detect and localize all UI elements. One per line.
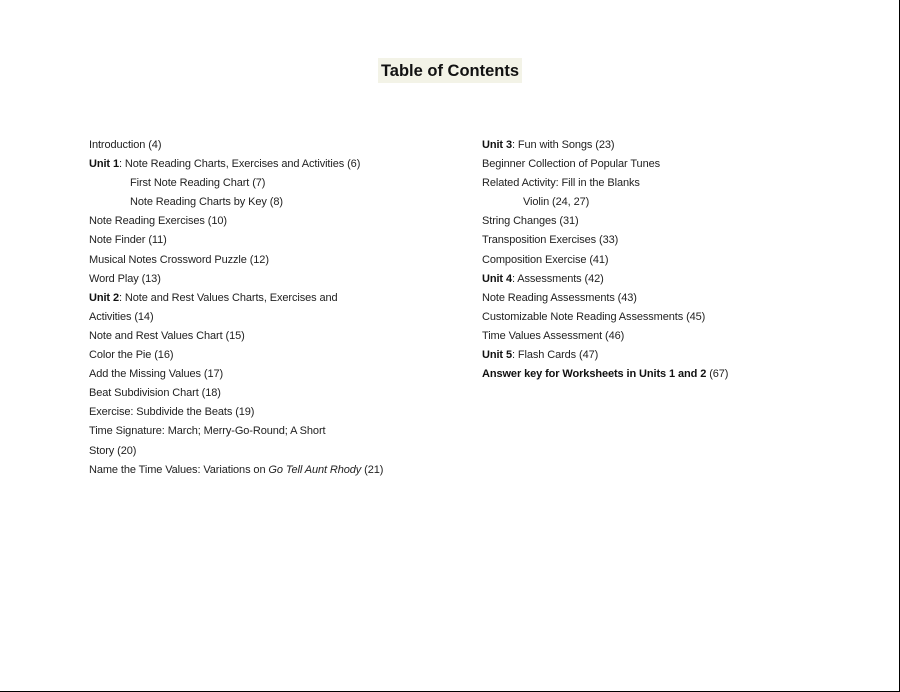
toc-entry-unit-5: Unit 5: Flash Cards (47) xyxy=(482,349,599,362)
toc-entry-introduction: Introduction (4) xyxy=(89,139,162,151)
page-title: Table of Contents xyxy=(378,58,522,83)
toc-entry-missing-values: Add the Missing Values (17) xyxy=(89,368,224,381)
toc-entry-word-play: Word Play (13) xyxy=(89,272,161,285)
toc-entry-note-finder: Note Finder (11) xyxy=(89,234,167,247)
toc-entry-rest-values-chart: Note and Rest Values Chart (15) xyxy=(89,329,245,342)
toc-entry-beat-subdivision: Beat Subdivision Chart (18) xyxy=(89,387,221,400)
toc-entry-color-pie: Color the Pie (16) xyxy=(89,349,174,362)
toc-entry-unit-2-cont: Activities (14) xyxy=(89,310,154,323)
unit-label: Unit 5 xyxy=(482,349,512,362)
toc-entry-note-reading-assessments: Note Reading Assessments (43) xyxy=(482,291,637,304)
toc-entry-customizable-assessments: Customizable Note Reading Assessments (45) xyxy=(482,310,706,323)
toc-entry-beginner-collection: Beginner Collection of Popular Tunes xyxy=(482,158,661,171)
toc-entry-unit-4: Unit 4: Assessments (42) xyxy=(482,272,604,285)
toc-right-column xyxy=(482,136,882,384)
unit-label: Unit 4 xyxy=(482,272,512,285)
toc-entry-time-signature-cont: Story (20) xyxy=(89,444,137,457)
toc-entry-time-signature: Time Signature: March; Merry-Go-Round; A Short xyxy=(89,425,326,438)
toc-entry-name-time-values: Name the Time Values: Variations on Go Tell Aunt Rhody (21) xyxy=(89,463,384,476)
toc-entry-unit-3: Unit 3: Fun with Songs (23) xyxy=(482,139,615,151)
toc-entry-subdivide-beats: Exercise: Subdivide the Beats (19) xyxy=(89,406,255,419)
toc-entry-violin: Violin (24, 27) xyxy=(523,196,590,209)
unit-label: Unit 1 xyxy=(89,158,119,171)
toc-entry-related-activity: Related Activity: Fill in the Blanks xyxy=(482,177,640,190)
toc-entry-first-note-chart: First Note Reading Chart (7) xyxy=(130,177,266,190)
toc-entry-unit-1: Unit 1: Note Reading Charts, Exercises and Activities (6) xyxy=(89,158,361,171)
toc-entry-charts-by-key: Note Reading Charts by Key (8) xyxy=(130,196,283,209)
toc-left-column xyxy=(89,136,469,480)
toc-entry-time-values-assessment: Time Values Assessment (46) xyxy=(482,329,625,342)
unit-label: Unit 2 xyxy=(89,291,119,304)
toc-entry-crossword: Musical Notes Crossword Puzzle (12) xyxy=(89,253,269,266)
toc-entry-note-reading-exercises: Note Reading Exercises (10) xyxy=(89,215,227,228)
unit-label: Unit 3 xyxy=(482,139,512,151)
page-title-wrap xyxy=(0,58,900,83)
toc-entry-string-changes: String Changes (31) xyxy=(482,215,579,228)
toc-entry-unit-2: Unit 2: Note and Rest Values Charts, Exercises and xyxy=(89,291,338,304)
toc-entry-answer-key: Answer key for Worksheets in Units 1 and 2 (67) xyxy=(482,368,729,381)
toc-entry-composition: Composition Exercise (41) xyxy=(482,253,609,266)
toc-entry-transposition: Transposition Exercises (33) xyxy=(482,234,619,247)
